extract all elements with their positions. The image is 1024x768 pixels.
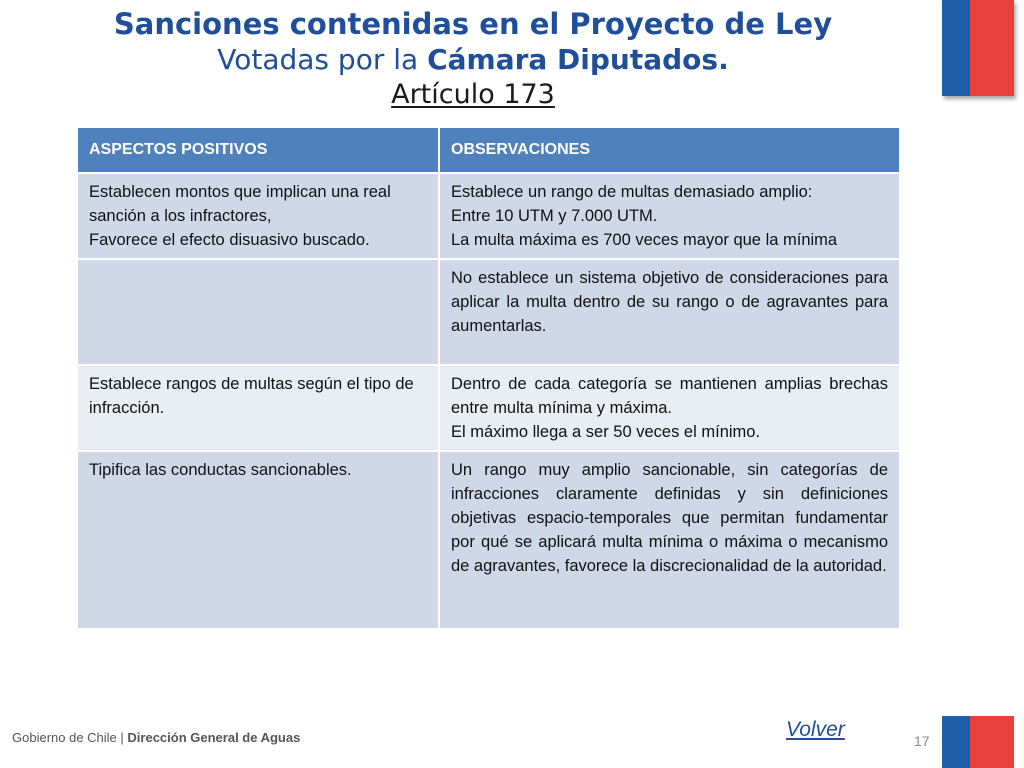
footer-separator: |	[116, 730, 128, 745]
table-row	[77, 259, 900, 365]
footer-org	[12, 730, 300, 745]
flag-red-band	[970, 716, 1014, 768]
cell-text: Establece rangos de multas según el tipo de infracción.	[89, 375, 414, 417]
table-row	[77, 365, 900, 451]
cell-positivos	[77, 451, 439, 629]
flag-blue-band	[942, 716, 970, 768]
title-line-2	[0, 42, 946, 78]
title-article: Artículo 173	[391, 79, 555, 110]
header-aspectos-positivos: ASPECTOS POSITIVOS	[77, 127, 439, 173]
chile-flag-logo-bottom	[942, 716, 1014, 768]
chile-flag-logo-top	[942, 0, 1014, 96]
cell-text: No establece un sistema objetivo de consideraciones para aplicar la multa dentro de su rango o de agravantes para aumentarlas.	[451, 269, 888, 335]
table-row	[77, 173, 900, 259]
cell-positivos	[77, 365, 439, 451]
cell-positivos	[77, 173, 439, 259]
table-header-row	[77, 127, 900, 173]
cell-observaciones	[439, 259, 900, 365]
slide-title	[0, 4, 946, 112]
cell-observaciones	[439, 173, 900, 259]
cell-text: Dentro de cada categoría se mantienen amplias brechas entre multa mínima y máxima.	[451, 375, 888, 417]
cell-text: Establecen montos que implican una real	[89, 183, 391, 201]
cell-observaciones	[439, 451, 900, 629]
cell-text: El máximo llega a ser 50 veces el mínimo.	[451, 423, 761, 441]
footer-dga: Dirección General de Aguas	[127, 730, 301, 745]
cell-text: Un rango muy amplio sancionable, sin categorías de infracciones claramente definidas y sin definiciones objetivas espacio-temporales que permitan fundamentar por qué se aplicará multa mínima o máxima o mecanismo de agravantes, favorece la discrecionalidad de la autoridad.	[451, 461, 888, 575]
flag-blue-band	[942, 0, 970, 96]
cell-text: Establece un rango de multas demasiado amplio:	[451, 183, 813, 201]
table-row	[77, 451, 900, 629]
title-line-1: Sanciones contenidas en el Proyecto de Ley	[113, 7, 833, 41]
cell-text: Tipifica las conductas sancionables.	[89, 461, 352, 479]
sanctions-table	[76, 126, 901, 630]
title-line-2-bold: Cámara Diputados.	[427, 43, 729, 76]
cell-observaciones	[439, 365, 900, 451]
cell-positivos-empty	[77, 259, 439, 365]
flag-red-band	[970, 0, 1014, 96]
header-observaciones: OBSERVACIONES	[439, 127, 900, 173]
cell-text: Favorece el efecto disuasivo buscado.	[89, 231, 370, 249]
page-number: 17	[914, 733, 930, 749]
cell-text: sanción a los infractores,	[89, 207, 272, 225]
footer-gobierno: Gobierno de Chile	[12, 730, 117, 745]
cell-text: La multa máxima es 700 veces mayor que la mínima	[451, 231, 838, 249]
volver-link[interactable]: Volver	[786, 718, 845, 741]
cell-text: Entre 10 UTM y 7.000 UTM.	[451, 207, 658, 225]
title-line-2-prefix: Votadas por la	[217, 43, 428, 76]
